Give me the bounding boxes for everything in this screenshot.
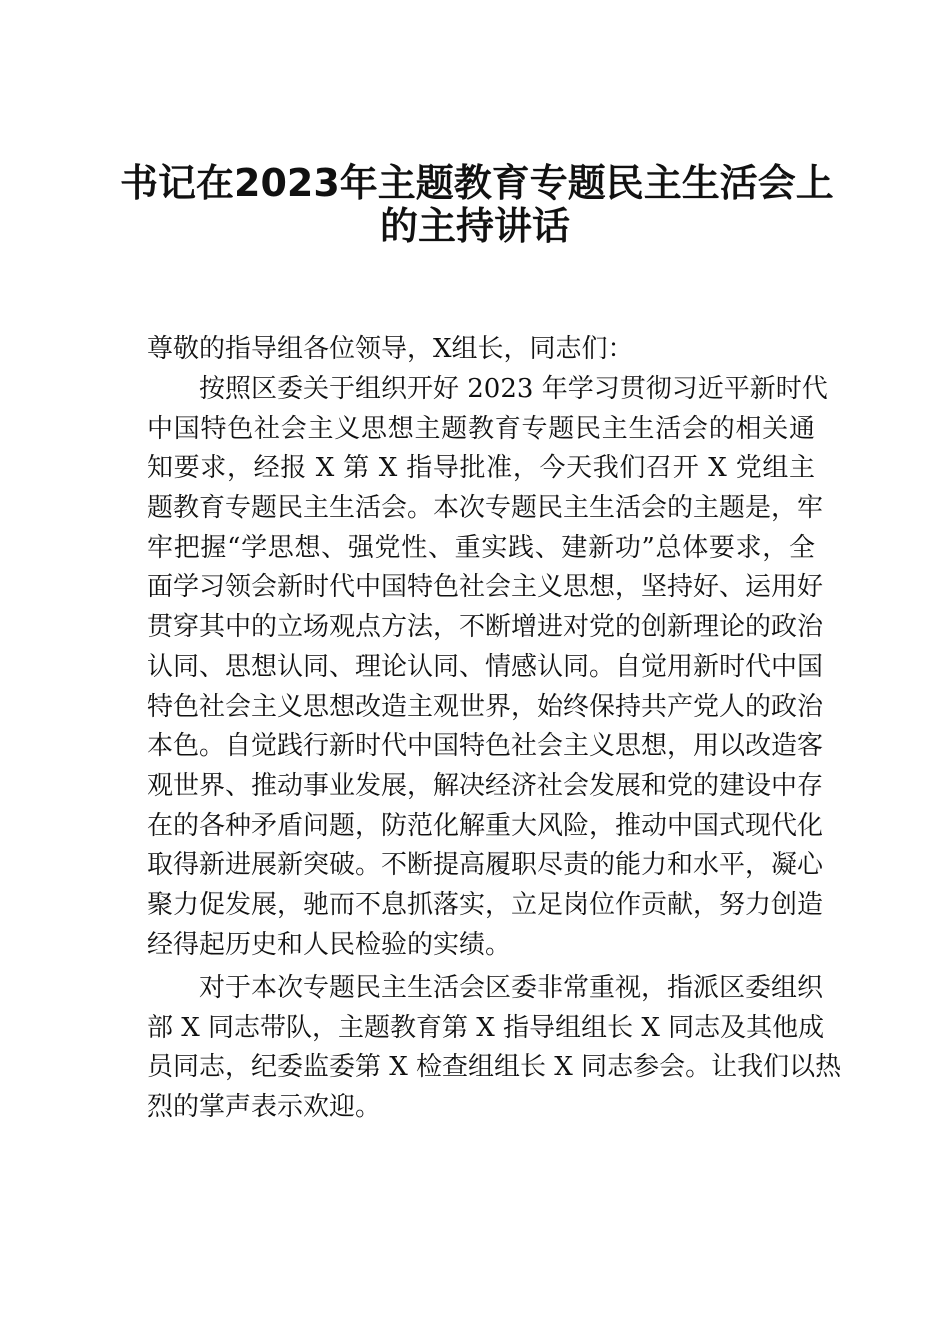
paragraph-line: 面学习领会新时代中国特色社会主义思想，坚持好、运用好 (147, 572, 824, 603)
paragraph-line: 特色社会主义思想改造主观世界，始终保持共产党人的政治 (147, 691, 824, 722)
paragraph-line: 聚力促发展，驰而不息抓落实，立足岗位作贡献，努力创造 (147, 889, 824, 920)
paragraph-2 (147, 969, 842, 1128)
paragraph-line: 对于本次专题民主生活会区委非常重视，指派区委组织 (199, 973, 824, 1003)
paragraph-line: 贯穿其中的立场观点方法，不断增进对党的创新理论的政治 (147, 612, 824, 643)
paragraph-line: 员同志，纪委监委第 X 检查组组长 X 同志参会。让我们以热 (147, 1052, 842, 1083)
paragraph-1 (147, 370, 828, 965)
paragraph-line: 认同、思想认同、理论认同、情感认同。自觉用新时代中国 (147, 651, 824, 682)
salutation-text: 尊敬的指导组各位领导，X组长，同志们： (147, 334, 634, 364)
document-title-line-1: 书记在2023年主题教育专题民主生活会上 (120, 161, 834, 205)
paragraph-line: 中国特色社会主义思想主题教育专题民主生活会的相关通 (147, 413, 815, 444)
paragraph-line: 本色。自觉践行新时代中国特色社会主义思想，用以改造客 (147, 731, 824, 762)
document-title-line-2: 的主持讲话 (379, 204, 570, 248)
paragraph-line: 牢把握“学思想、强党性、重实践、建新功”总体要求，全 (147, 532, 815, 563)
salutation (147, 330, 815, 370)
paragraph-line: 取得新进展新突破。不断提高履职尽责的能力和水平，凝心 (147, 850, 824, 881)
paragraph-line: 经得起历史和人民检验的实绩。 (147, 929, 512, 960)
paragraph-line: 知要求，经报 X 第 X 指导批准，今天我们召开 X 党组主 (147, 453, 815, 484)
paragraph-line: 部 X 同志带队，主题教育第 X 指导组组长 X 同志及其他成 (147, 1012, 825, 1043)
paragraph-line: 观世界、推动事业发展，解决经济社会发展和党的建设中存 (147, 770, 824, 801)
paragraph-line: 题教育专题民主生活会。本次专题民主生活会的主题是，牢 (147, 493, 824, 524)
paragraph-line: 按照区委关于组织开好 2023 年学习贯彻习近平新时代 (199, 374, 828, 404)
paragraph-line: 在的各种矛盾问题，防范化解重大风险，推动中国式现代化 (147, 810, 824, 841)
paragraph-line: 烈的掌声表示欢迎。 (147, 1092, 382, 1123)
